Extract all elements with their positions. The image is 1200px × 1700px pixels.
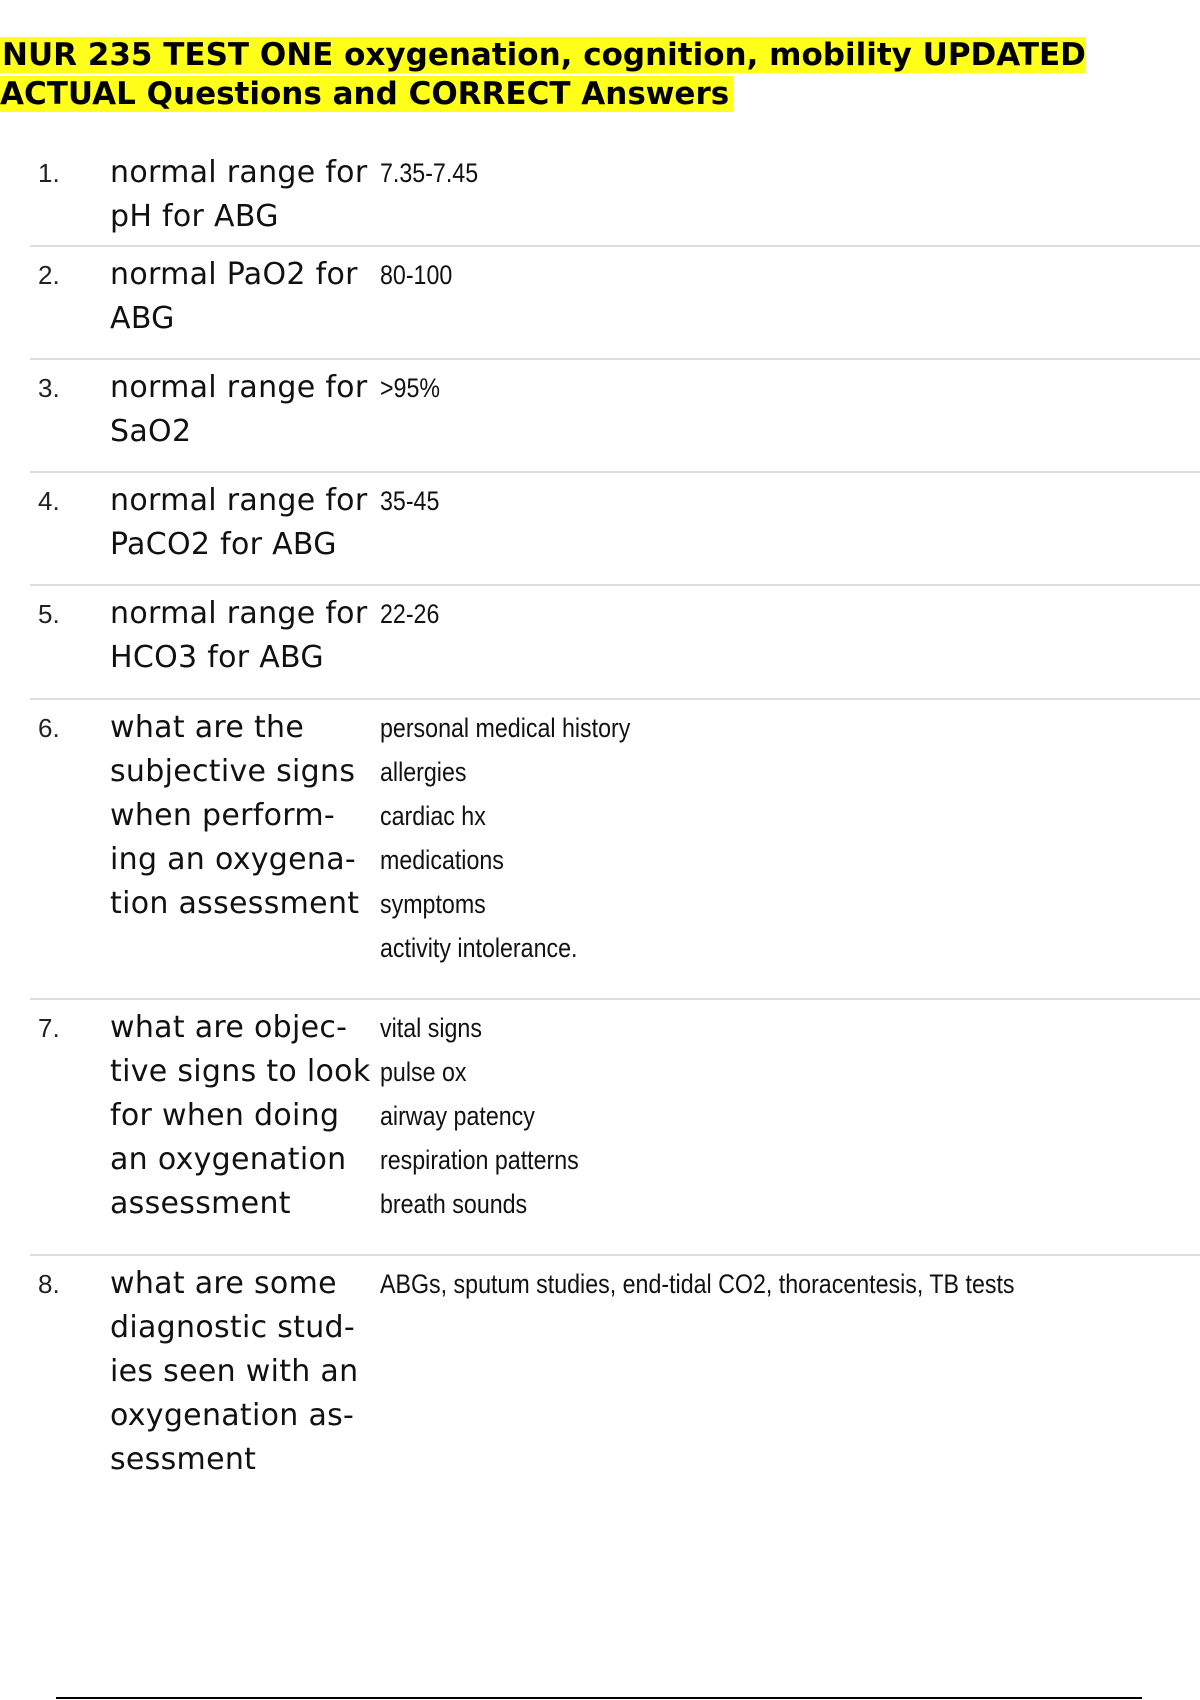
qa-item [30, 145, 1200, 247]
item-question: normal range for HCO3 for ABG [110, 596, 368, 675]
answer-line: activity intolerance. [380, 933, 578, 963]
item-answer [380, 1262, 1085, 1492]
qa-item [30, 473, 1200, 586]
footer-divider [56, 1697, 1142, 1699]
answer-line: airway patency [380, 1101, 535, 1131]
answer-line: allergies [380, 757, 467, 787]
item-question: normal range for SaO2 [110, 370, 368, 449]
answer-line: personal medical history [380, 713, 631, 743]
answer-line: >95% [380, 373, 441, 403]
item-number: 1. [38, 158, 60, 188]
item-answer [380, 1006, 1085, 1254]
item-answer [380, 151, 1085, 245]
answer-line: respiration patterns [380, 1145, 579, 1175]
item-number: 8. [38, 1269, 60, 1299]
document-title [0, 36, 1160, 114]
item-number: 7. [38, 1013, 60, 1043]
item-answer [380, 592, 1085, 698]
answer-line: pulse ox [380, 1057, 467, 1087]
item-number: 6. [38, 713, 60, 743]
qa-item [30, 700, 1200, 1000]
item-question: what are some diagnostic stud- ies seen with an oxygenation as- sessment [110, 1266, 359, 1477]
item-question: normal range for PaCO2 for ABG [110, 483, 368, 562]
item-number: 5. [38, 599, 60, 629]
qa-item [30, 360, 1200, 473]
answer-line: 7.35-7.45 [380, 158, 479, 188]
answer-line: symptoms [380, 889, 486, 919]
qa-item [30, 1256, 1200, 1492]
item-number: 4. [38, 486, 60, 516]
answer-line: 35-45 [380, 486, 440, 516]
answer-line: 80-100 [380, 260, 453, 290]
question-answer-list [30, 145, 1200, 1492]
item-answer [380, 366, 1085, 471]
item-answer [380, 479, 1085, 584]
qa-item [30, 247, 1200, 360]
answer-line: vital signs [380, 1013, 482, 1043]
item-question: what are the subjective signs when perform- ing an oxygena- tion assessment [110, 710, 360, 921]
item-answer [380, 706, 1085, 998]
answer-line: breath sounds [380, 1189, 528, 1219]
item-number: 3. [38, 373, 60, 403]
item-answer [380, 253, 1085, 358]
qa-item [30, 1000, 1200, 1256]
qa-item [30, 586, 1200, 700]
answer-line: ABGs, sputum studies, end-tidal CO2, thoracentesis, TB tests [380, 1269, 1015, 1299]
document-title-text: NUR 235 TEST ONE oxygenation, cognition, mobility UPDATED ACTUAL Questions and CORRECT Answers [0, 37, 1086, 112]
item-question: normal range for pH for ABG [110, 155, 368, 234]
answer-line: cardiac hx [380, 801, 486, 831]
answer-line: 22-26 [380, 599, 440, 629]
item-number: 2. [38, 260, 60, 290]
answer-line: medications [380, 845, 504, 875]
item-question: what are objec- tive signs to look for when doing an oxygenation assessment [110, 1010, 371, 1221]
item-question: normal PaO2 for ABG [110, 257, 358, 336]
